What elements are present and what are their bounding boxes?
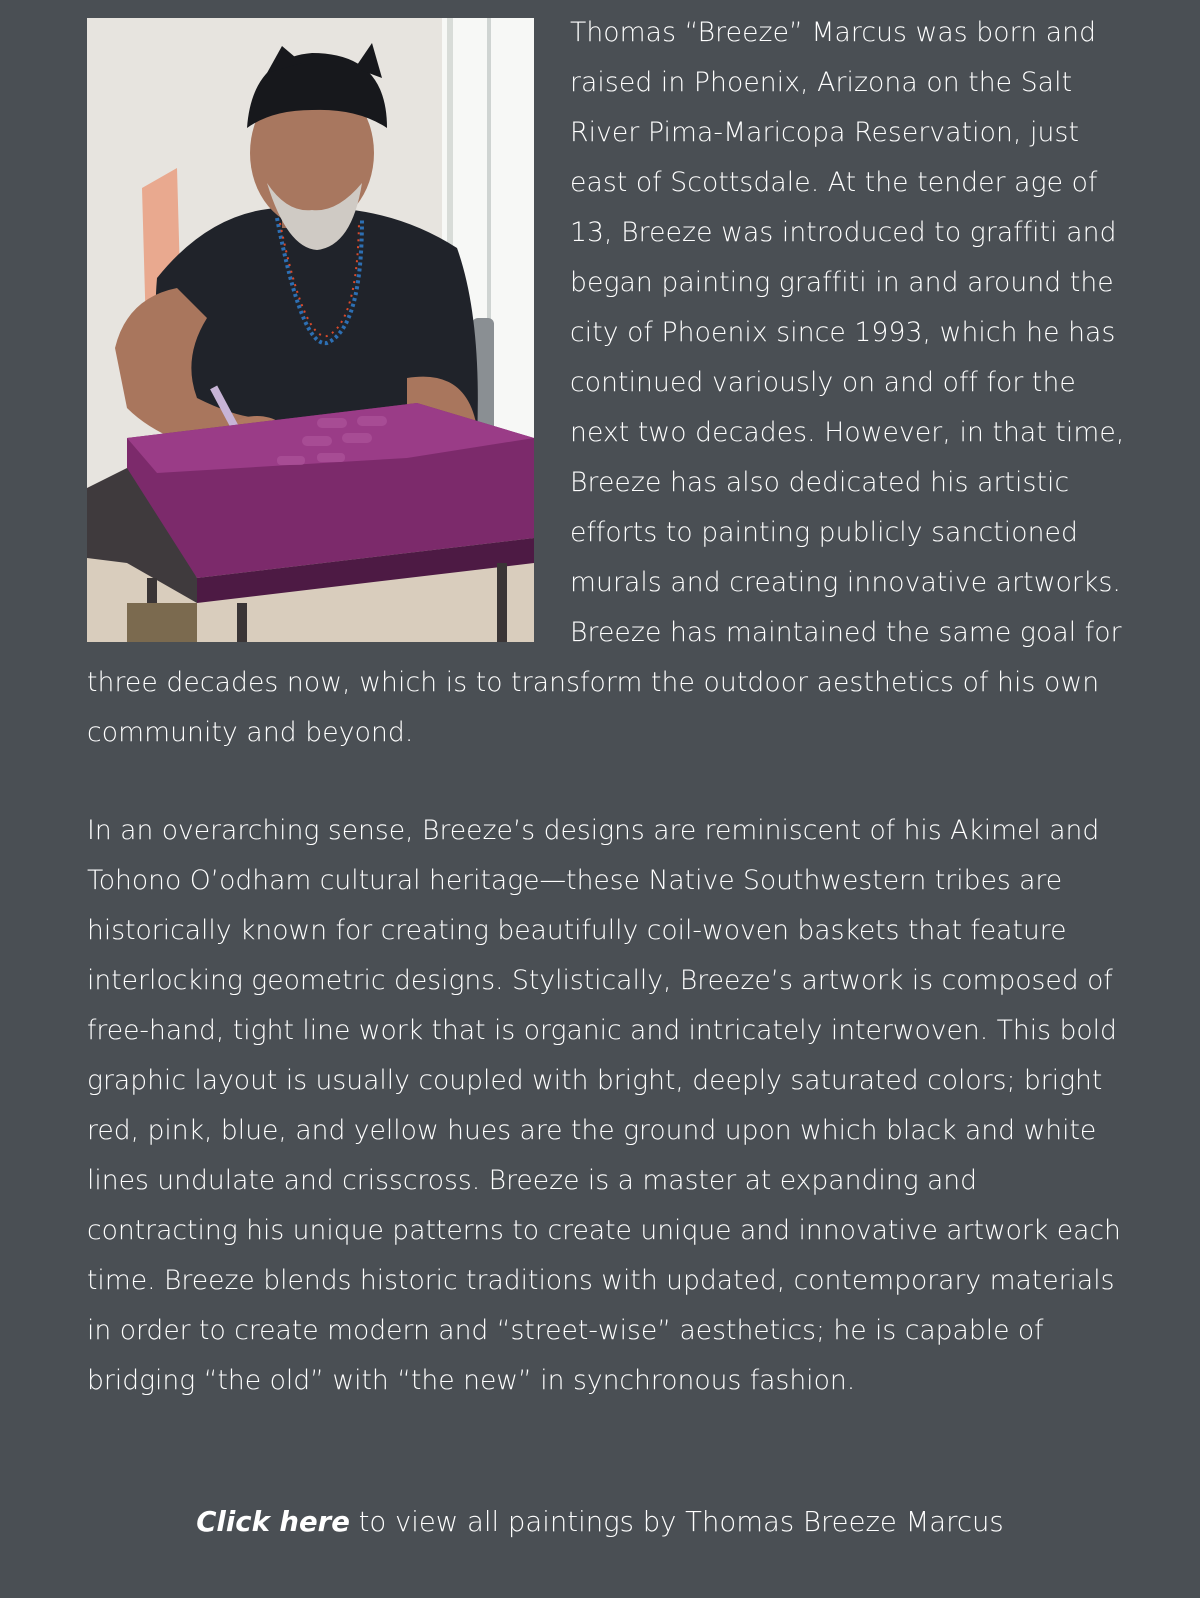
view-paintings-callout	[0, 1497, 1200, 1547]
view-paintings-text: to view all paintings by Thomas Breeze Marcus	[349, 1506, 1004, 1538]
artist-bio-section	[87, 0, 1127, 1406]
view-all-paintings-link[interactable]: Click here	[196, 1506, 350, 1538]
artist-photo	[87, 18, 534, 642]
bio-paragraph-1-container	[87, 0, 1127, 758]
bio-paragraph-1: Thomas “Breeze” Marcus was born and raised in Phoenix, Arizona on the Salt River Pima-Maricopa Reservation, just east of Scottsdale. At the tender age of 13, Breeze was introduced to graffiti and began painting graffiti in and around the city of Phoenix since 1993, which he has continued variously on and off for the next two decades. However, in that time, Breeze has also dedicated his artistic efforts to painting publicly sanctioned murals and creating innovative artworks. Breeze has maintained the same goal for three decades now, which is to transform the outdoor aesthetics of his own community and beyond.	[87, 17, 1125, 748]
artist-painting-photo-icon	[87, 18, 534, 642]
bio-paragraph-2: In an overarching sense, Breeze’s designs are reminiscent of his Akimel and Tohono O’odham cultural heritage—these Native Southwestern tribes are historically known for creating beautifully coil-woven baskets that feature interlocking geometric designs. Stylistically, Breeze’s artwork is composed of free-hand, tight line work that is organic and intricately interwoven. This bold graphic layout is usually coupled with bright, deeply saturated colors; bright red, pink, blue, and yellow hues are the ground upon which black and white lines undulate and crisscross. Breeze is a master at expanding and contracting his unique patterns to create unique and innovative artwork each time. Breeze blends historic traditions with updated, contemporary materials in order to create modern and “street-wise” aesthetics; he is capable of bridging “the old” with “the new” in synchronous fashion.	[87, 815, 1121, 1396]
